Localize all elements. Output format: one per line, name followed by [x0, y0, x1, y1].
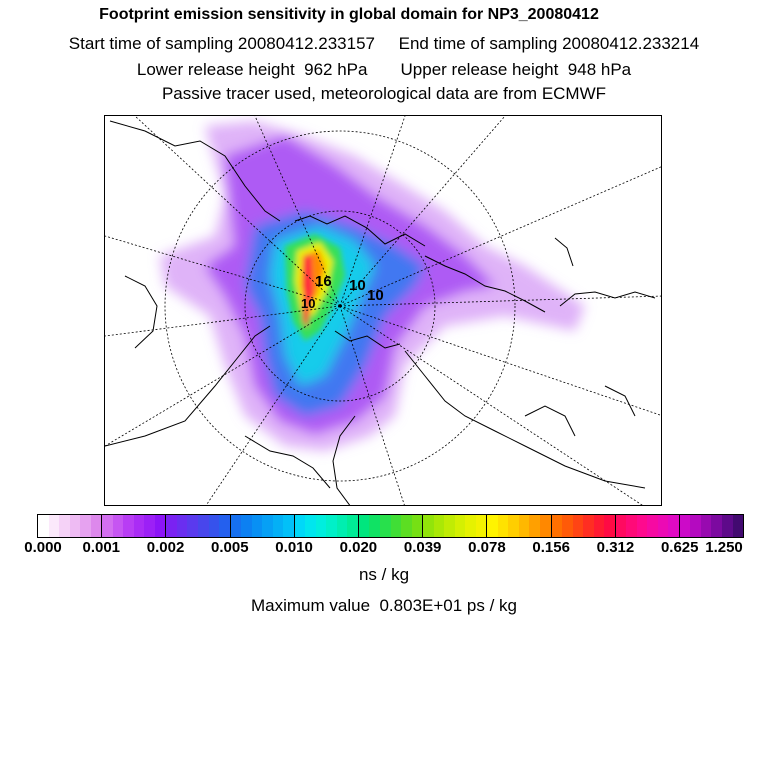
- colorbar-cell: [391, 515, 402, 537]
- colorbar-cell: [241, 515, 252, 537]
- colorbar-cell: [476, 515, 487, 537]
- maximum-value: Maximum value 0.803E+01 ps / kg: [251, 596, 517, 615]
- colorbar-cell: [626, 515, 637, 537]
- release-height-line: Lower release height 962 hPa Upper release height 948 hPa: [136, 60, 632, 79]
- colorbar-cell: [230, 515, 242, 537]
- colorbar-cell: [722, 515, 733, 537]
- release-label-stack: 10: [301, 296, 316, 311]
- colorbar-cell: [80, 515, 91, 537]
- colorbar-cell: [562, 515, 573, 537]
- colorbar-tick-label: 0.005: [211, 539, 249, 556]
- map-svg: [105, 116, 662, 506]
- colorbar-cell: [519, 515, 530, 537]
- colorbar-tick-label: 0.625: [660, 539, 699, 556]
- colorbar-cell: [198, 515, 209, 537]
- colorbar-cell: [38, 515, 49, 537]
- colorbar-cell: [49, 515, 60, 537]
- colorbar-cell: [380, 515, 391, 537]
- colorbar-cell: [412, 515, 423, 537]
- colorbar-cell: [113, 515, 124, 537]
- colorbar-cell: [369, 515, 380, 537]
- colorbar-cell: [134, 515, 145, 537]
- colorbar-tick-label: 0.020: [339, 539, 378, 556]
- colorbar-tick-label: 0.000: [24, 539, 62, 556]
- plot-title: Footprint emission sensitivity in global domain for NP3_20080412: [99, 6, 599, 23]
- colorbar-cell: [422, 515, 434, 537]
- colorbar-cell: [294, 515, 306, 537]
- colorbar-cell: [401, 515, 412, 537]
- colorbar-cell: [358, 515, 370, 537]
- colorbar-cell: [337, 515, 348, 537]
- colorbar-cell: [123, 515, 134, 537]
- colorbar-cell: [444, 515, 455, 537]
- colorbar-cell: [658, 515, 669, 537]
- colorbar-cell: [70, 515, 81, 537]
- colorbar-cell: [326, 515, 337, 537]
- release-label-10a: 10: [349, 277, 366, 294]
- colorbar-cell: [165, 515, 177, 537]
- colorbar-cell: [583, 515, 594, 537]
- colorbar-tick-label: 0.010: [275, 539, 313, 556]
- colorbar-cell: [177, 515, 188, 537]
- colorbar-tick-label: 1.250: [705, 539, 743, 556]
- colorbar-cell: [144, 515, 155, 537]
- colorbar-cell: [273, 515, 284, 537]
- release-label-10b: 10: [367, 287, 384, 304]
- colorbar-cell: [604, 515, 615, 537]
- colorbar-tick-label: 0.312: [596, 539, 635, 556]
- colorbar: [37, 514, 744, 538]
- colorbar-cell: [59, 515, 70, 537]
- colorbar-cell: [508, 515, 519, 537]
- sampling-time-line: Start time of sampling 20080412.233157 End time of sampling 20080412.233214: [68, 34, 700, 53]
- colorbar-tick-label: 0.039: [403, 539, 442, 556]
- colorbar-cell: [455, 515, 466, 537]
- release-label-16: 16: [315, 273, 332, 290]
- colorbar-cell: [283, 515, 294, 537]
- sensitivity-field: [160, 121, 585, 451]
- colorbar-cell: [187, 515, 198, 537]
- colorbar-tick-label: 0.078: [468, 539, 506, 556]
- colorbar-cell: [347, 515, 358, 537]
- colorbar-cell: [690, 515, 701, 537]
- colorbar-cell: [252, 515, 263, 537]
- colorbar-cell: [486, 515, 498, 537]
- colorbar-cell: [155, 515, 166, 537]
- colorbar-cell: [91, 515, 102, 537]
- colorbar-cell: [594, 515, 605, 537]
- colorbar-cell: [647, 515, 658, 537]
- tracer-line: Passive tracer used, meteorological data are from ECMWF: [161, 84, 607, 103]
- colorbar-cell: [540, 515, 551, 537]
- colorbar-cell: [101, 515, 113, 537]
- colorbar-tick-label: 0.156: [532, 539, 570, 556]
- colorbar-tick-label: 0.001: [82, 539, 121, 556]
- colorbar-cell: [209, 515, 220, 537]
- colorbar-cell: [679, 515, 691, 537]
- colorbar-cell: [316, 515, 327, 537]
- colorbar-cell: [529, 515, 540, 537]
- colorbar-cell: [551, 515, 563, 537]
- colorbar-cell: [573, 515, 584, 537]
- colorbar-cell: [711, 515, 722, 537]
- colorbar-cell: [733, 515, 744, 537]
- colorbar-cell: [615, 515, 627, 537]
- colorbar-units: ns / kg: [358, 565, 410, 584]
- colorbar-cell: [262, 515, 273, 537]
- colorbar-tick-label: 0.002: [146, 539, 185, 556]
- footprint-map: [104, 115, 662, 506]
- colorbar-cell: [434, 515, 445, 537]
- colorbar-cell: [305, 515, 316, 537]
- colorbar-cell: [465, 515, 476, 537]
- colorbar-cell: [498, 515, 509, 537]
- colorbar-cell: [701, 515, 712, 537]
- colorbar-cell: [219, 515, 230, 537]
- colorbar-cell: [637, 515, 648, 537]
- colorbar-cell: [668, 515, 679, 537]
